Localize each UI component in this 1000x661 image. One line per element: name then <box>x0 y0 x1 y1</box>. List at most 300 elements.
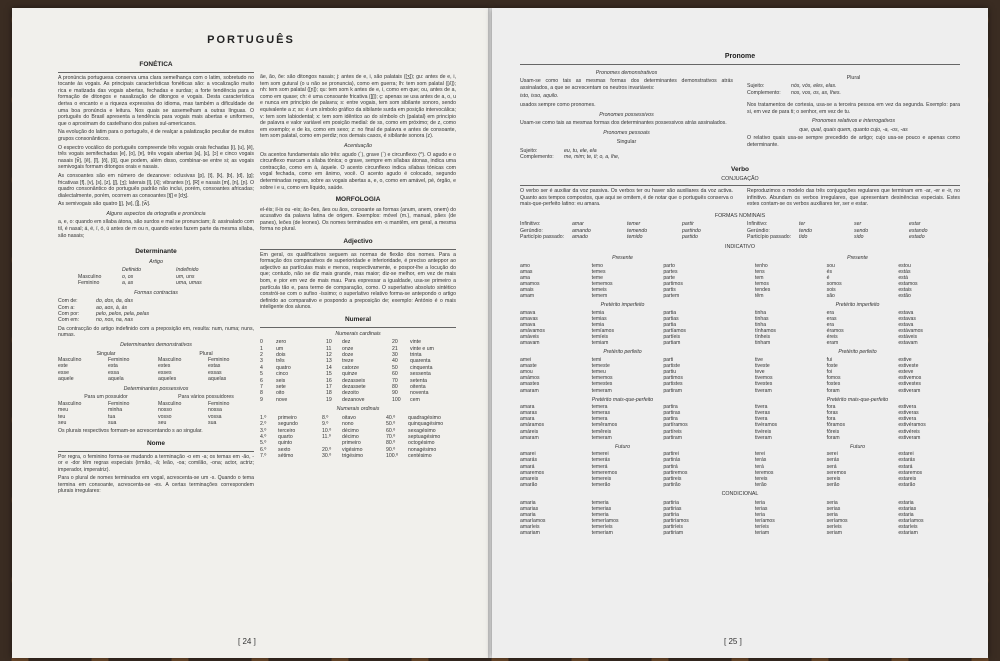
forma-nominal-label: Particípio passado: <box>747 234 792 241</box>
verb-form: tememos <box>591 281 613 287</box>
forma-nominal-label: Gerúndio: <box>747 227 770 234</box>
ordinal-cell: segundo <box>278 421 298 428</box>
tense-table <box>755 357 960 394</box>
verb-form: estaríamos <box>898 517 924 524</box>
gender-header: Masculino <box>58 357 82 364</box>
verb-form: têm <box>755 293 764 300</box>
number-header: Singular <box>96 350 116 357</box>
verb-form: amáveis <box>520 334 539 341</box>
verb-form: tínheis <box>755 334 771 341</box>
verb-form: partíramos <box>663 422 688 429</box>
verb-form: amara <box>520 404 535 411</box>
fonetica-paragraph: A pronúncia portuguesa conserva uma clara semelhança com o latim, sobretudo no tocante às vogais. As principais características fonéticas são: a vocalização muito rica e matizada das vogais abertas, fechadas e surdas; a forte tendência para a formação de ditongos e nasalização de ditongos e vogais. Desta característica deriva o encanto e a riqueza expressiva do idioma, mas também a dificuldade de uma boa pronúncia e leitura. Nos quais se assemelham a outras línguas. O português do Brasil apresenta a tendência para vogais mais abertas e uniformes, que o aproximam do castelhano dos países sul-americanos. <box>58 74 254 127</box>
verb-form: fôramos <box>826 422 846 429</box>
verb-form: amarás <box>520 457 537 464</box>
forma-nominal-label: Infinitivo: <box>520 221 541 228</box>
gender-header: Masculino <box>58 400 82 407</box>
ordinal-cell: 100.º <box>386 453 398 460</box>
verb-form: partiram <box>663 387 683 394</box>
verb-form: tinhas <box>755 315 769 322</box>
verb-form: éreis <box>826 334 838 341</box>
condicional-block <box>520 500 960 537</box>
verb-form: tivemos <box>755 375 773 382</box>
formas-nominais-regular <box>520 221 733 240</box>
forma-nominal-cell: partir <box>682 221 694 228</box>
tense-title: Pretérito imperfeito <box>600 302 645 309</box>
pron-rel-paragraph: O relativo quais usa-se sempre precedido de artigo; cujo usa-se pouco e apenas como determinante. <box>747 135 960 148</box>
cardinal-cell: 18 <box>326 390 332 397</box>
verb-form: foi <box>826 369 833 376</box>
cardinal-cell: 0 <box>260 339 263 346</box>
verb-form: amaste <box>520 363 537 370</box>
tense-title: Pretérito imperfeito <box>835 302 880 309</box>
verb-form: estaria <box>898 499 914 506</box>
left-column-1 <box>58 56 254 497</box>
cardinal-cell: 16 <box>326 377 332 384</box>
tratamento-paragraph: Nos tratamentos de cortesia, usa-se a terceira pessoa em vez da segunda. Exemplo: para si, em vez de para ti; o senhor, em vez de tu. <box>747 102 960 115</box>
cardinal-cell: noventa <box>410 390 429 397</box>
verb-form: tinham <box>755 340 771 347</box>
verb-form: estivera <box>898 404 917 411</box>
demonstrativos-subheading: Determinantes demonstrativos <box>120 342 192 349</box>
cardinal-cell: doze <box>342 352 354 358</box>
verb-form: partem <box>663 293 680 300</box>
cardinal-cell: 10 <box>326 339 332 346</box>
cardinal-cell: catorze <box>342 364 360 371</box>
ordinais-subheading: Numerais ordinais <box>336 406 380 413</box>
forma-nominal-cell: ser <box>854 221 862 228</box>
acentuacao-subheading: Acentuação <box>344 142 372 149</box>
pron-dem-note: usados sempre como pronomes. <box>520 101 596 108</box>
verb-form: somos <box>826 281 842 287</box>
possessivo-cell: teu <box>58 413 66 420</box>
forma-nominal-cell: amado <box>572 234 588 241</box>
verb-form: éramos <box>826 328 844 335</box>
contracta-cell: Com em: <box>58 317 80 324</box>
artigo-column-header: Definido <box>122 267 142 274</box>
possessivos-note: Os plurais respectivos formam-se acrescentando s ao singular. <box>58 428 203 435</box>
demonstrativo-cell: essa <box>108 369 119 376</box>
formas-nominais-block <box>520 221 960 240</box>
ordinal-cell: quadragésimo <box>408 414 441 421</box>
possessivo-cell: seu <box>58 419 67 426</box>
verb-form: teve <box>755 369 765 376</box>
ordinal-cell: 40.º <box>386 414 396 421</box>
ordinal-cell: 70.º <box>386 434 396 441</box>
contracta-cell: Com a: <box>58 304 75 311</box>
verb-form: tiveras <box>755 410 771 417</box>
forma-nominal-label: Infinitivo: <box>747 221 768 228</box>
possessivos-table <box>58 401 254 427</box>
artigo-subheading: Artigo <box>149 258 163 265</box>
cardinal-cell: dezanove <box>342 396 365 403</box>
verb-form: tiveste <box>755 363 770 370</box>
verb-form: estás <box>898 268 911 275</box>
verb-form: fostes <box>826 381 841 388</box>
verb-form: teme <box>591 274 603 281</box>
verb-form: amas <box>520 268 533 275</box>
verb-form: temeis <box>591 287 607 294</box>
contracta-cell: ao, aos, à, às <box>96 304 128 311</box>
cardinal-cell: 9 <box>260 396 263 403</box>
cardinal-cell: sessenta <box>410 371 431 378</box>
demonstrativo-cell: aqueles <box>158 376 177 383</box>
verb-form: amastes <box>520 381 540 388</box>
verb-form: estaríeis <box>898 523 918 530</box>
conjugacao-subheading: CONJUGAÇÃO <box>721 176 759 183</box>
sujeito-singular: eu, tu, ele, ela <box>564 147 597 154</box>
ordinal-cell: vigésimo <box>342 446 363 453</box>
cardinal-cell: seis <box>276 377 286 384</box>
artigo-table <box>78 267 254 286</box>
verb-form: partis <box>663 287 676 294</box>
verb-form: amou <box>520 369 533 376</box>
verb-form: partia <box>663 309 677 316</box>
cardinal-cell: 3 <box>260 358 263 365</box>
verb-form: amava <box>520 322 536 329</box>
verb-form: tememos <box>591 375 613 382</box>
verb-form: sois <box>826 287 836 294</box>
verb-form: partes <box>663 268 678 275</box>
page-number: [ 25 ] <box>724 637 742 646</box>
verb-form: fôreis <box>826 428 840 435</box>
contractas-table <box>58 298 254 324</box>
demonstrativo-cell: estas <box>208 363 221 370</box>
ordinal-cell: terceiro <box>278 427 296 434</box>
indicativo-subheading: INDICATIVO <box>725 243 755 250</box>
divider <box>520 64 960 65</box>
ordinal-cell: quarto <box>278 434 293 441</box>
verb-form: partia <box>663 322 677 329</box>
cardinal-cell: 13 <box>326 358 332 365</box>
pron-rel-subheading: Pronomes relativos e interrogativos <box>811 118 896 125</box>
cardinal-cell: 100 <box>392 396 401 403</box>
verb-form: estáveis <box>898 334 918 341</box>
ordinal-cell: décimo <box>342 427 359 434</box>
cardinal-cell: 15 <box>326 371 332 378</box>
artigo-cell: a, as <box>122 280 134 287</box>
verb-form: temeria <box>591 511 609 518</box>
verb-form: teremos <box>755 469 774 476</box>
verb-form: teriam <box>755 529 770 536</box>
verb-form: amarei <box>520 451 536 458</box>
verb-form: amavas <box>520 315 538 322</box>
verb-form: és <box>826 268 833 275</box>
verbo-heading: Verbo <box>730 165 750 173</box>
artigo-cell: uma, umas <box>176 280 202 287</box>
acentuacao-paragraph: Os acentos fundamentais são três: agudo (´), grave (`) e circunflexo (^). O agudo e o circunflexo marcam a sílaba tónica; o grave, sempre em sílabas átonas, indica uma contracção, como em à, àquele. O acento circunflexo indica sílabas tónicas com vogal fechada, como em ânimo, você. O acento agudo é colocado, segundo determinadas regras, sobre as vogais abertas a, e, o, como em amável, pé, órgão, e sobre i e u, como em líquido, saúde. <box>260 151 456 191</box>
fonetica-paragraph: Na evolução do latim para o português, é de realçar a palatização peculiar de muitos grupos consonânticos. <box>58 129 254 142</box>
verb-form: terás <box>755 457 767 464</box>
verb-form: temerias <box>591 505 612 512</box>
tense-table <box>755 310 960 347</box>
verb-form: eras <box>826 315 837 322</box>
ordinal-cell: 80.º <box>386 440 396 447</box>
complemento-label: Complemento: <box>747 89 781 96</box>
fonetica-paragraph: As semivogais são quatro [j], [w], [j̃], [w̃]. <box>58 201 151 208</box>
cardinal-cell: onze <box>342 345 354 352</box>
verb-form: terão <box>755 481 767 488</box>
ordinal-cell: 50.º <box>386 421 396 428</box>
tense-table <box>520 451 725 488</box>
contractas-subheading: Formas contractas <box>134 289 178 296</box>
ordinal-cell: primeiro <box>342 440 361 447</box>
cardinal-cell: dezasseis <box>342 377 366 384</box>
complemento-singular: me, mim; te, ti; o, a, lhe, <box>564 154 620 161</box>
owner-header: Para vários possuidores <box>178 394 234 401</box>
verb-form: amaríeis <box>520 523 540 530</box>
verb-form: temêramos <box>591 422 618 429</box>
pron-dem-subheading: Pronomes demonstrativos <box>595 69 658 76</box>
ordinal-cell: 6.º <box>260 446 267 453</box>
verb-form: partiam <box>663 340 681 347</box>
verb-form: estaria <box>898 511 914 518</box>
verb-form: temeram <box>591 434 612 441</box>
verb-form: temerás <box>591 457 611 464</box>
verb-form: partiu <box>663 369 677 376</box>
pess-singular-label: Singular <box>616 139 637 146</box>
cardinal-cell: vinte <box>410 339 421 346</box>
verb-form: estarias <box>898 505 917 512</box>
verb-form: estivéreis <box>898 428 920 435</box>
verb-form: estais <box>898 287 912 294</box>
forma-nominal-cell: amando <box>572 227 591 234</box>
determinante-heading: Determinante <box>135 248 177 256</box>
verb-form: temerei <box>591 451 609 458</box>
verb-form: estiveras <box>898 410 919 417</box>
contracta-cell: pelo, pelos, pela, pelas <box>96 311 150 318</box>
gender-header: Feminino <box>208 357 230 364</box>
ordinal-cell: 3.º <box>260 427 267 434</box>
sujeito-plural: nós, vós, eles, elas. <box>791 83 837 90</box>
possessivo-cell: meu <box>58 407 69 414</box>
verb-form: parti <box>663 357 674 364</box>
artigo-column-header: Indefinido <box>176 267 199 274</box>
verb-form: estou <box>898 262 911 269</box>
morfologia-heading: MORFOLOGIA <box>335 196 381 204</box>
verb-form: partirei <box>663 451 679 458</box>
artigo-cell: o, os <box>122 273 134 280</box>
verb-form: estareis <box>898 475 917 482</box>
cardinal-cell: 60 <box>392 371 398 378</box>
pronome-left-column <box>520 67 733 161</box>
tense-title: Pretérito mais-que-perfeito <box>591 396 654 403</box>
ordinal-cell: quinto <box>278 440 293 447</box>
cardinal-cell: 4 <box>260 364 263 371</box>
verb-form: amava <box>520 309 536 316</box>
auxiliary-conjugations <box>755 252 960 488</box>
demonstrativo-cell: essas <box>208 369 222 376</box>
verb-form: partíeis <box>663 334 681 341</box>
verb-form: temiam <box>591 340 609 347</box>
gender-header: Feminino <box>108 400 130 407</box>
verb-form: partiremos <box>663 469 688 476</box>
verb-form: esteve <box>898 369 914 376</box>
ordinal-cell: 11.º <box>322 434 331 441</box>
verb-form: tinha <box>755 309 767 316</box>
verb-form: temes <box>591 268 606 275</box>
verb-form: estavas <box>898 315 916 322</box>
tense-table <box>520 263 725 300</box>
cardinal-cell: 21 <box>392 345 398 352</box>
page-number: [ 24 ] <box>238 637 256 646</box>
verb-form: estarás <box>898 457 916 464</box>
gender-header: Feminino <box>208 400 230 407</box>
verb-form: partirão <box>663 481 681 488</box>
condicional-regular <box>520 500 725 537</box>
verb-form: estive <box>898 357 912 364</box>
ordinais-table <box>260 415 456 460</box>
verb-form: partireis <box>663 475 682 482</box>
verb-form: amáreis <box>520 428 539 435</box>
cardinal-cell: dez <box>342 339 351 346</box>
verb-form: amará <box>520 463 535 470</box>
verb-form: fui <box>826 357 833 364</box>
cardinal-cell: nove <box>276 396 288 403</box>
verb-form: temias <box>591 315 607 322</box>
verb-form: tem <box>755 274 764 281</box>
verb-form: partiríeis <box>663 523 683 530</box>
forma-nominal-label: Particípio passado: <box>520 234 565 241</box>
verb-form: amara <box>520 416 535 423</box>
verb-form: seria <box>826 499 838 506</box>
verb-form: teria <box>755 511 765 518</box>
verb-form: seríeis <box>826 523 842 530</box>
ordinal-cell: 30.º <box>322 453 332 460</box>
cardinal-cell: cinquenta <box>410 364 433 371</box>
verb-form: temos <box>755 281 769 287</box>
demonstrativo-cell: esse <box>58 369 69 376</box>
verb-form: temeríamos <box>591 517 619 524</box>
verb-form: temeste <box>591 363 610 370</box>
verb-form: foram <box>826 387 840 394</box>
cardinal-cell: trinta <box>410 352 422 358</box>
pron-pess-subheading: Pronomes pessoais <box>603 129 650 136</box>
verb-form: estão <box>898 293 911 300</box>
cardinal-cell: cinco <box>276 371 289 378</box>
verb-form: amam <box>520 293 535 300</box>
ordinal-cell: primeiro <box>278 414 297 421</box>
possessivo-cell: tua <box>108 413 116 420</box>
ordinal-cell: 4.º <box>260 434 267 441</box>
cardinal-cell: 7 <box>260 384 263 391</box>
cardinal-cell: quinze <box>342 371 358 378</box>
regular-conjugations <box>520 252 725 488</box>
fonetica-heading: FONÉTICA <box>139 61 173 68</box>
verb-form: tivera <box>755 416 768 423</box>
cardinal-cell: 8 <box>260 390 263 397</box>
verb-form: temereis <box>591 475 612 482</box>
tense-title: Pretérito mais-que-perfeito <box>826 396 889 403</box>
pess-plural-table <box>747 83 960 96</box>
verb-form: estarei <box>898 451 914 458</box>
pess-singular-table <box>520 148 733 161</box>
verb-form: estivéramos <box>898 422 926 429</box>
cardinal-cell: 80 <box>392 384 398 391</box>
pronome-heading: Pronome <box>724 53 756 60</box>
verb-form: são <box>826 293 835 300</box>
artigo-cell: um, uns <box>176 273 195 280</box>
verb-form: estava <box>898 322 914 329</box>
verb-form: estiveram <box>898 434 921 441</box>
complemento-plural: nos, vos, os, as, lhes. <box>791 89 841 96</box>
right-content <box>520 48 960 536</box>
verb-form: partiríamos <box>663 517 689 524</box>
verb-form: serias <box>826 505 841 512</box>
verb-form: amaria <box>520 499 536 506</box>
forma-nominal-cell: tendo <box>799 227 812 234</box>
verb-form: serei <box>826 451 838 458</box>
gender-header: Masculino <box>158 400 182 407</box>
right-page <box>492 8 988 658</box>
cardinal-cell: três <box>276 358 285 365</box>
verb-form: partirás <box>663 457 681 464</box>
verb-form: temem <box>591 293 608 300</box>
forma-nominal-label: Gerúndio: <box>520 227 543 234</box>
artigo-cell: Masculino <box>78 273 102 280</box>
verb-form: terias <box>755 505 768 512</box>
cardinal-cell: setenta <box>410 377 428 384</box>
verb-form: sou <box>826 262 835 269</box>
verb-form: seremos <box>826 469 847 476</box>
tense-title: Futuro <box>615 443 630 450</box>
verb-form: amareis <box>520 475 539 482</box>
ordinal-cell: trigésimo <box>342 453 364 460</box>
verb-form: partiram <box>663 434 683 441</box>
verb-form: tereis <box>755 475 768 482</box>
verb-form: partiste <box>663 363 681 370</box>
contracta-cell: do, dos, da, das <box>96 298 133 305</box>
verb-form: temerão <box>591 481 611 488</box>
plural-paragraph: el-éis; il-is ou -eis; ão-ões, ães ou ãos, consoante as formas (anum, anem, onem) do acusativo da palavra latina de origem. Exemplos: móvel (m.), manual, pães (de panes), leões (de leones). Os nomes terminados em -s mantêm, em geral, a mesma forma no plural. <box>260 206 456 233</box>
owner-header: Para um possuidor <box>84 394 128 401</box>
adjectivo-heading: Adjectivo <box>343 238 373 246</box>
demonstrativos-table <box>58 357 254 383</box>
forma-nominal-cell: partindo <box>682 227 701 234</box>
forma-nominal-cell: estar <box>909 221 921 228</box>
verb-form: partistes <box>663 381 683 388</box>
ordinal-cell: quinquagésimo <box>408 421 444 428</box>
verb-form: amaríamos <box>520 517 546 524</box>
verb-form: tens <box>755 268 765 275</box>
verb-form: fora <box>826 416 836 423</box>
tense-table <box>755 263 960 300</box>
divider <box>58 451 254 452</box>
verb-form: amámos <box>520 375 540 382</box>
ordinal-cell: sexagésimo <box>408 427 436 434</box>
tense-title: Presente <box>612 255 633 262</box>
possessivo-cell: minha <box>108 407 123 414</box>
verb-form: partíamos <box>663 328 686 335</box>
verb-form: seria <box>826 511 838 518</box>
forma-nominal-cell: sido <box>854 234 864 241</box>
cardinais-subheading: Numerais cardinais <box>335 330 381 337</box>
verb-form: amais <box>520 287 534 294</box>
verb-form: estivemos <box>898 375 922 382</box>
condicional-auxiliares <box>755 500 960 537</box>
verb-form: partirias <box>663 505 682 512</box>
cardinal-cell: um <box>276 345 284 352</box>
tense-table <box>520 357 725 394</box>
demonstrativo-cell: esta <box>108 363 118 370</box>
verb-form: temia <box>591 309 605 316</box>
verb-form: amaria <box>520 511 536 518</box>
sujeito-label: Sujeito: <box>747 83 765 90</box>
verb-form: estivestes <box>898 381 921 388</box>
tense-table <box>755 451 960 488</box>
verb-form: sereis <box>826 475 841 482</box>
ordinal-cell: sétimo <box>278 453 294 460</box>
